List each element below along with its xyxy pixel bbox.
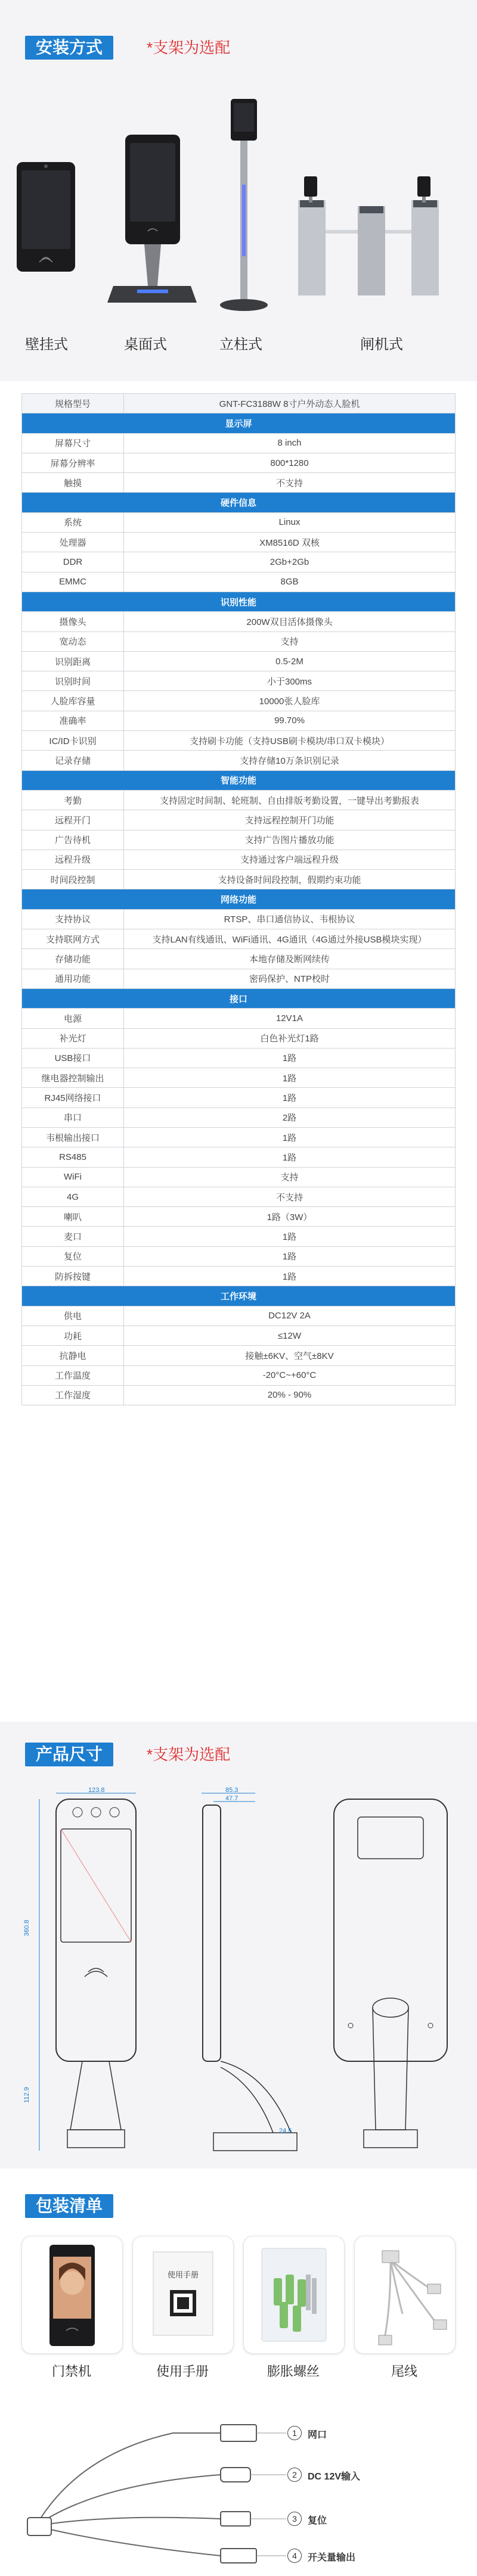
desktop-mount-image	[101, 130, 203, 315]
spec-row	[22, 1048, 456, 1068]
spec-value: DC12V 2A	[124, 1306, 456, 1326]
spec-value: XM8516D 双核	[124, 533, 456, 552]
spec-key: 人脸库容量	[22, 691, 124, 711]
spec-row	[22, 453, 456, 472]
spec-value: RTSP、串口通信协议、韦根协议	[124, 909, 456, 929]
dims-section-title: 产品尺寸	[25, 1743, 113, 1766]
spec-value: 白色补光灯1路	[124, 1028, 456, 1048]
spec-row	[22, 751, 456, 770]
spec-row	[22, 572, 456, 592]
spec-row	[22, 1306, 456, 1326]
spec-key: 功耗	[22, 1326, 124, 1345]
spec-key: 摄像头	[22, 612, 124, 631]
spec-value: 小于300ms	[124, 671, 456, 691]
spec-value: 1路	[124, 1147, 456, 1167]
dim-height-lower: 112.9	[23, 2087, 30, 2103]
gate-mount-image	[286, 164, 465, 301]
spec-row	[22, 1068, 456, 1088]
spec-row	[22, 1346, 456, 1365]
spec-row	[22, 731, 456, 751]
spec-key: 通用功能	[22, 969, 124, 988]
spec-key: 屏幕尺寸	[22, 433, 124, 453]
spec-model-row	[22, 394, 456, 413]
spec-value: 支持	[124, 631, 456, 651]
spec-key: 防拆按键	[22, 1267, 124, 1286]
install-optional-note: *支架为选配	[147, 39, 231, 57]
spec-key: 屏幕分辨率	[22, 453, 124, 472]
spec-key: 准确率	[22, 711, 124, 730]
spec-value: 支持远程控制开门功能	[124, 810, 456, 830]
wall-mount-image	[13, 160, 79, 297]
spec-group-header	[22, 1286, 456, 1306]
dim-side-width: 85.3	[225, 1787, 238, 1794]
manual-cover-title: 使用手册	[167, 2270, 199, 2279]
spec-key: 串口	[22, 1107, 124, 1127]
wall-mount-device-icon	[13, 160, 79, 297]
package-item-manual	[132, 2236, 234, 2354]
spec-key: EMMC	[22, 572, 124, 592]
cable-thumbnail-icon	[355, 2236, 455, 2353]
spec-value: 12V1A	[124, 1009, 456, 1028]
spec-row	[22, 1167, 456, 1187]
spec-value: 支持设备时间段控制，假期约束功能	[124, 870, 456, 889]
spec-key: 远程升级	[22, 850, 124, 869]
spec-value: 2路	[124, 1107, 456, 1127]
spec-value: 1路	[124, 1246, 456, 1266]
spec-key: WiFi	[22, 1167, 124, 1187]
spec-group-title: 智能功能	[22, 770, 456, 790]
spec-value: 0.5-2M	[124, 651, 456, 671]
spec-row	[22, 1187, 456, 1206]
spec-key: 识别时间	[22, 671, 124, 691]
spec-group-header	[22, 413, 456, 433]
spec-value: 支持刷卡功能（支持USB刷卡模块/串口双卡模块）	[124, 731, 456, 751]
port-num-4: 4	[287, 2549, 302, 2563]
spec-row	[22, 1246, 456, 1266]
spec-row	[22, 631, 456, 651]
spec-value: 2Gb+2Gb	[124, 552, 456, 572]
spec-row	[22, 1009, 456, 1028]
spec-value: 1路	[124, 1267, 456, 1286]
package-section-title: 包装清单	[25, 2194, 113, 2218]
spec-key: 规格型号	[22, 394, 124, 413]
port-num-2: 2	[287, 2468, 302, 2482]
spec-value: 1路	[124, 1068, 456, 1088]
spec-row	[22, 711, 456, 730]
spec-key: USB接口	[22, 1048, 124, 1068]
spec-key: 电源	[22, 1009, 124, 1028]
spec-row	[22, 1107, 456, 1127]
spec-group-header	[22, 889, 456, 909]
spec-value: 200W双目活体摄像头	[124, 612, 456, 631]
spec-row	[22, 651, 456, 671]
spec-key: RJ45网络接口	[22, 1088, 124, 1107]
spec-value: Linux	[124, 512, 456, 532]
spec-row	[22, 1207, 456, 1227]
dim-side-base: 24.5	[279, 2127, 292, 2135]
spec-row	[22, 1147, 456, 1167]
spec-row	[22, 870, 456, 889]
spec-key: IC/ID卡识别	[22, 731, 124, 751]
install-label-pillar: 立柱式	[219, 337, 262, 353]
spec-value: 800*1280	[124, 453, 456, 472]
spec-key: 时间段控制	[22, 870, 124, 889]
spec-key: 触摸	[22, 473, 124, 493]
port-label-1: 网口	[308, 2430, 327, 2440]
spec-value: 1路	[124, 1088, 456, 1107]
spec-key: 韦根输出接口	[22, 1127, 124, 1147]
spec-row	[22, 830, 456, 850]
package-item-screws	[243, 2236, 345, 2354]
port-num-1: 1	[287, 2426, 302, 2440]
pillar-device-icon	[212, 95, 277, 322]
package-item-device	[21, 2236, 123, 2354]
spec-key: 喇叭	[22, 1207, 124, 1227]
spec-group-header	[22, 592, 456, 611]
spec-value: 8GB	[124, 572, 456, 592]
spec-key: 存储功能	[22, 949, 124, 969]
spec-key: 识别距离	[22, 651, 124, 671]
port-label-2: DC 12V输入	[308, 2472, 361, 2482]
spec-value: 1路（3W）	[124, 1207, 456, 1227]
port-label-4: 开关量输出	[308, 2553, 356, 2563]
spec-value: 本地存储及断网续传	[124, 949, 456, 969]
back-view-drawing	[322, 1787, 459, 2157]
spec-group-header	[22, 770, 456, 790]
spec-row	[22, 909, 456, 929]
spec-value: 20% - 90%	[124, 1385, 456, 1405]
screws-thumbnail-icon	[244, 2236, 344, 2353]
spec-key: 工作温度	[22, 1365, 124, 1385]
dims-optional-note: *支架为选配	[147, 1746, 231, 1763]
spec-row	[22, 1227, 456, 1246]
spec-value: 99.70%	[124, 711, 456, 730]
install-label-desktop: 桌面式	[124, 337, 167, 353]
package-label-screws: 膨胀螺丝	[267, 2364, 320, 2379]
spec-key: 补光灯	[22, 1028, 124, 1048]
desktop-device-icon	[101, 130, 203, 315]
spec-value: 1路	[124, 1048, 456, 1068]
spec-value: 密码保护、NTP校时	[124, 969, 456, 988]
spec-row	[22, 929, 456, 949]
spec-row	[22, 1365, 456, 1385]
spec-group-title: 接口	[22, 988, 456, 1008]
spec-key: 考勤	[22, 790, 124, 810]
spec-key: 支持协议	[22, 909, 124, 929]
spec-key: 宽动态	[22, 631, 124, 651]
install-label-wall: 壁挂式	[25, 337, 68, 353]
spec-group-title: 识别性能	[22, 592, 456, 611]
manual-thumbnail-icon	[133, 2236, 233, 2353]
side-view-drawing	[190, 1787, 309, 2157]
spec-value: 支持存储10万条识别记录	[124, 751, 456, 770]
spec-group-title: 工作环境	[22, 1286, 456, 1306]
spec-group-header	[22, 493, 456, 512]
spec-key: 抗静电	[22, 1346, 124, 1365]
spec-value: 支持广告图片播放功能	[124, 830, 456, 850]
spec-key: 记录存储	[22, 751, 124, 770]
spec-value: 8 inch	[124, 433, 456, 453]
spec-key: 供电	[22, 1306, 124, 1326]
spec-key: 继电器控制输出	[22, 1068, 124, 1088]
device-thumbnail-icon	[22, 2236, 122, 2353]
spec-row	[22, 969, 456, 988]
spec-value: -20°C~+60°C	[124, 1365, 456, 1385]
port-label-3: 复位	[308, 2516, 327, 2526]
spec-row	[22, 1088, 456, 1107]
package-label-device: 门禁机	[51, 2364, 91, 2379]
spec-key: 麦口	[22, 1227, 124, 1246]
spec-row	[22, 512, 456, 532]
spec-key: 复位	[22, 1246, 124, 1266]
spec-key: DDR	[22, 552, 124, 572]
spec-value: GNT-FC3188W 8寸户外动态人脸机	[124, 394, 456, 413]
spec-value: 支持	[124, 1167, 456, 1187]
spec-value: 支持固定时间制、轮班制、自由排版考勤设置，一键导出考勤报表	[124, 790, 456, 810]
package-label-cable: 尾线	[391, 2364, 417, 2379]
spec-row	[22, 949, 456, 969]
spec-key: 工作湿度	[22, 1385, 124, 1405]
spec-row	[22, 1385, 456, 1405]
front-view-drawing	[23, 1787, 172, 2157]
package-item-cable	[354, 2236, 456, 2354]
spec-key: 支持联网方式	[22, 929, 124, 949]
spec-row	[22, 433, 456, 453]
spec-value: 10000张人脸库	[124, 691, 456, 711]
dim-top-width: 123.8	[88, 1787, 105, 1794]
package-label-manual: 使用手册	[156, 2364, 209, 2379]
spec-row	[22, 790, 456, 810]
spec-row	[22, 691, 456, 711]
spec-row	[22, 1267, 456, 1286]
spec-group-title: 网络功能	[22, 889, 456, 909]
spec-value: 1路	[124, 1227, 456, 1246]
spec-value: 不支持	[124, 473, 456, 493]
pillar-mount-image	[212, 95, 277, 322]
spec-row	[22, 1127, 456, 1147]
spec-key: 系统	[22, 512, 124, 532]
spec-group-header	[22, 988, 456, 1008]
spec-key: 广告待机	[22, 830, 124, 850]
spec-key: 处理器	[22, 533, 124, 552]
spec-value: 支持通过客户端远程升级	[124, 850, 456, 869]
gate-device-icon	[286, 164, 465, 301]
spec-value: 1路	[124, 1127, 456, 1147]
spec-key: RS485	[22, 1147, 124, 1167]
spec-row	[22, 533, 456, 552]
spec-row	[22, 552, 456, 572]
spec-value: 接触±6KV、空气±8KV	[124, 1346, 456, 1365]
dim-height-left: 360.8	[23, 1919, 30, 1936]
spec-row	[22, 850, 456, 869]
spec-group-title: 显示屏	[22, 413, 456, 433]
spec-table	[21, 393, 456, 1405]
spec-row	[22, 473, 456, 493]
install-section-title: 安装方式	[25, 36, 113, 60]
spec-value: ≤12W	[124, 1326, 456, 1345]
dim-side-inner: 47.7	[225, 1795, 238, 1802]
spec-row	[22, 671, 456, 691]
spec-row	[22, 1326, 456, 1345]
spec-row	[22, 612, 456, 631]
install-label-gate: 闸机式	[360, 337, 403, 353]
spec-row	[22, 1028, 456, 1048]
spec-group-title: 硬件信息	[22, 493, 456, 512]
spec-value: 不支持	[124, 1187, 456, 1206]
spec-row	[22, 810, 456, 830]
spec-key: 远程开门	[22, 810, 124, 830]
spec-key: 4G	[22, 1187, 124, 1206]
port-num-3: 3	[287, 2512, 302, 2526]
spec-value: 支持LAN有线通讯、WiFi通讯、4G通讯（4G通过外接USB模块实现）	[124, 929, 456, 949]
